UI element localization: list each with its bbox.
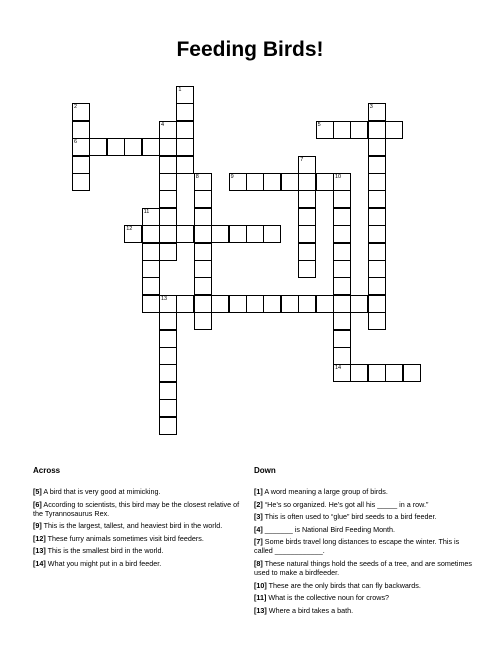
- grid-cell[interactable]: [246, 295, 264, 313]
- clue-number: 14: [335, 365, 342, 372]
- grid-cell[interactable]: [333, 260, 351, 278]
- across-clue: [33, 487, 245, 496]
- grid-cell[interactable]: [333, 364, 351, 382]
- across-clue: [33, 534, 245, 543]
- grid-cell[interactable]: [298, 173, 316, 191]
- clue-number: 12: [126, 226, 133, 233]
- grid-cell[interactable]: [194, 295, 212, 313]
- clue-text: “He’s so organized. He’s got all his _____ in a row.”: [262, 499, 429, 509]
- clue-label: [5]: [33, 487, 42, 496]
- grid-cell[interactable]: [176, 295, 194, 313]
- grid-cell[interactable]: [350, 295, 368, 313]
- across-clue: [33, 500, 245, 518]
- grid-cell[interactable]: [159, 347, 177, 365]
- clue-text: These are the only birds that can fly backwards.: [266, 580, 421, 590]
- grid-cell[interactable]: [281, 173, 299, 191]
- clue-label: [12]: [33, 533, 46, 543]
- clue-text: These natural things hold the seeds of a tree, and are sometimes used to make a birdfeeder.: [254, 558, 473, 577]
- grid-cell[interactable]: [333, 295, 351, 313]
- grid-cell[interactable]: [333, 312, 351, 330]
- grid-cell[interactable]: [333, 173, 351, 191]
- grid-cell[interactable]: [159, 156, 177, 174]
- grid-cell[interactable]: [350, 121, 368, 139]
- down-clue: [254, 487, 474, 496]
- clue-text: What you might put in a bird feeder.: [45, 558, 162, 568]
- grid-cell[interactable]: [368, 277, 386, 295]
- across-clue: [33, 559, 245, 568]
- across-clue-list: [33, 487, 245, 568]
- grid-cell[interactable]: [142, 208, 160, 226]
- clue-text: A bird that is very good at mimicking.: [41, 487, 161, 496]
- grid-cell[interactable]: [298, 225, 316, 243]
- grid-cell[interactable]: [194, 312, 212, 330]
- grid-cell[interactable]: [298, 156, 316, 174]
- grid-cell[interactable]: [229, 173, 247, 191]
- clue-label: [4]: [254, 524, 263, 534]
- grid-cell[interactable]: [194, 260, 212, 278]
- clue-text: This is the smallest bird in the world.: [45, 546, 164, 556]
- down-clue: [254, 559, 474, 577]
- grid-cell[interactable]: [159, 382, 177, 400]
- clue-label: [7]: [254, 537, 263, 547]
- grid-cell[interactable]: [159, 417, 177, 435]
- grid-cell[interactable]: [142, 138, 160, 156]
- across-clue: [33, 521, 245, 530]
- down-heading: Down: [254, 466, 276, 475]
- grid-cell[interactable]: [72, 138, 90, 156]
- clue-label: [1]: [254, 487, 263, 496]
- grid-cell[interactable]: [159, 243, 177, 261]
- grid-cell[interactable]: [159, 121, 177, 139]
- grid-cell[interactable]: [298, 208, 316, 226]
- grid-cell[interactable]: [89, 138, 107, 156]
- grid-cell[interactable]: [194, 225, 212, 243]
- grid-cell[interactable]: [368, 312, 386, 330]
- clue-number: 4: [161, 121, 165, 128]
- grid-cell[interactable]: [385, 364, 403, 382]
- grid-cell[interactable]: [263, 173, 281, 191]
- clue-label: [9]: [33, 521, 42, 531]
- grid-cell[interactable]: [368, 173, 386, 191]
- clue-text: A word meaning a large group of birds.: [262, 487, 388, 496]
- grid-cell[interactable]: [368, 190, 386, 208]
- grid-cell[interactable]: [159, 364, 177, 382]
- clue-text: These furry animals sometimes visit bird feeders.: [45, 533, 204, 543]
- grid-cell[interactable]: [194, 208, 212, 226]
- grid-cell[interactable]: [333, 277, 351, 295]
- down-clue: [254, 500, 474, 509]
- grid-cell[interactable]: [159, 399, 177, 417]
- grid-cell[interactable]: [176, 121, 194, 139]
- grid-cell[interactable]: [368, 103, 386, 121]
- clue-text: Some birds travel long distances to escape the winter. This is called ____________.: [254, 537, 460, 556]
- clue-label: [6]: [33, 499, 42, 509]
- clue-label: [13]: [254, 605, 267, 615]
- grid-cell[interactable]: [142, 260, 160, 278]
- down-clue: [254, 581, 474, 590]
- grid-cell[interactable]: [159, 208, 177, 226]
- grid-cell[interactable]: [159, 330, 177, 348]
- clue-number: 5: [317, 121, 321, 128]
- clue-number: 3: [369, 104, 373, 111]
- grid-cell[interactable]: [176, 156, 194, 174]
- grid-cell[interactable]: [194, 277, 212, 295]
- grid-cell[interactable]: [194, 173, 212, 191]
- grid-cell[interactable]: [124, 225, 142, 243]
- grid-cell[interactable]: [368, 156, 386, 174]
- down-clue-list: [254, 487, 474, 615]
- grid-cell[interactable]: [159, 173, 177, 191]
- clue-number: 11: [143, 208, 150, 215]
- down-clue: [254, 537, 474, 555]
- grid-cell[interactable]: [403, 364, 421, 382]
- grid-cell[interactable]: [72, 121, 90, 139]
- grid-cell[interactable]: [298, 295, 316, 313]
- grid-cell[interactable]: [333, 121, 351, 139]
- grid-cell[interactable]: [107, 138, 125, 156]
- clue-number: 6: [74, 139, 78, 146]
- grid-cell[interactable]: [246, 173, 264, 191]
- grid-cell[interactable]: [72, 103, 90, 121]
- clue-label: [10]: [254, 580, 267, 590]
- grid-cell[interactable]: [368, 138, 386, 156]
- grid-cell[interactable]: [246, 225, 264, 243]
- down-clue: [254, 606, 474, 615]
- grid-cell[interactable]: [316, 173, 334, 191]
- down-clues: [254, 466, 474, 618]
- across-clue: [33, 546, 245, 555]
- clue-number: 9: [230, 174, 234, 180]
- clue-number: 13: [161, 295, 168, 302]
- grid-cell[interactable]: [159, 138, 177, 156]
- grid-cell[interactable]: [142, 277, 160, 295]
- grid-cell[interactable]: [142, 295, 160, 313]
- grid-cell[interactable]: [368, 243, 386, 261]
- clue-text: This is often used to “glue” bird seeds to a bird feeder.: [262, 512, 437, 522]
- grid-cell[interactable]: [159, 295, 177, 313]
- clue-label: [8]: [254, 558, 263, 568]
- grid-cell[interactable]: [350, 364, 368, 382]
- grid-cell[interactable]: [316, 121, 334, 139]
- grid-cell[interactable]: [72, 173, 90, 191]
- grid-cell[interactable]: [333, 208, 351, 226]
- clue-label: [11]: [254, 593, 267, 603]
- grid-cell[interactable]: [385, 121, 403, 139]
- clue-number: 2: [74, 104, 78, 111]
- clue-label: [3]: [254, 512, 263, 522]
- grid-cell[interactable]: [368, 364, 386, 382]
- grid-cell[interactable]: [194, 243, 212, 261]
- grid-cell[interactable]: [72, 156, 90, 174]
- grid-cell[interactable]: [229, 295, 247, 313]
- grid-cell[interactable]: [176, 103, 194, 121]
- clue-text: What is the collective noun for crows?: [266, 593, 390, 603]
- grid-cell[interactable]: [368, 260, 386, 278]
- clue-text: According to scientists, this bird may be the closest relative of the Tyrannosaurus Rex.: [33, 499, 240, 518]
- grid-cell[interactable]: [176, 225, 194, 243]
- grid-cell[interactable]: [211, 225, 229, 243]
- grid-cell[interactable]: [333, 225, 351, 243]
- down-clue: [254, 525, 474, 534]
- down-clue: [254, 512, 474, 521]
- clue-text: This is the largest, tallest, and heaviest bird in the world.: [41, 521, 223, 531]
- clue-label: [14]: [33, 558, 46, 568]
- grid-cell[interactable]: [263, 225, 281, 243]
- puzzle-title: Feeding Birds!: [176, 38, 324, 61]
- grid-cell[interactable]: [194, 190, 212, 208]
- grid-cell[interactable]: [159, 225, 177, 243]
- down-clue: [254, 593, 474, 602]
- grid-cell[interactable]: [368, 208, 386, 226]
- grid-cell[interactable]: [316, 295, 334, 313]
- clue-number: 10: [335, 174, 342, 180]
- grid-cell[interactable]: [298, 260, 316, 278]
- grid-cell[interactable]: [281, 295, 299, 313]
- grid-cell[interactable]: [211, 295, 229, 313]
- grid-cell[interactable]: [368, 121, 386, 139]
- clue-number: 1: [178, 87, 182, 93]
- grid-cell[interactable]: [142, 225, 160, 243]
- across-heading: Across: [33, 466, 61, 475]
- grid-cell[interactable]: [333, 347, 351, 365]
- grid-cell[interactable]: [176, 86, 194, 104]
- grid-cell[interactable]: [333, 330, 351, 348]
- clue-text: Where a bird takes a bath.: [266, 605, 354, 615]
- clue-number: 8: [195, 174, 199, 180]
- clue-label: [13]: [33, 546, 46, 556]
- grid-cell[interactable]: [159, 312, 177, 330]
- grid-cell[interactable]: [333, 190, 351, 208]
- grid-cell[interactable]: [176, 138, 194, 156]
- grid-cell[interactable]: [142, 243, 160, 261]
- clue-label: [2]: [254, 499, 263, 509]
- across-clues: [33, 466, 245, 572]
- grid-cell[interactable]: [124, 138, 142, 156]
- grid-cell[interactable]: [368, 295, 386, 313]
- grid-cell[interactable]: [368, 225, 386, 243]
- grid-cell[interactable]: [298, 243, 316, 261]
- grid-cell[interactable]: [263, 295, 281, 313]
- clue-number: 7: [300, 156, 304, 163]
- grid-cell[interactable]: [333, 243, 351, 261]
- grid-cell[interactable]: [298, 190, 316, 208]
- clue-text: _______ is National Bird Feeding Month.: [262, 524, 396, 534]
- grid-cell[interactable]: [229, 225, 247, 243]
- grid-cell[interactable]: [159, 190, 177, 208]
